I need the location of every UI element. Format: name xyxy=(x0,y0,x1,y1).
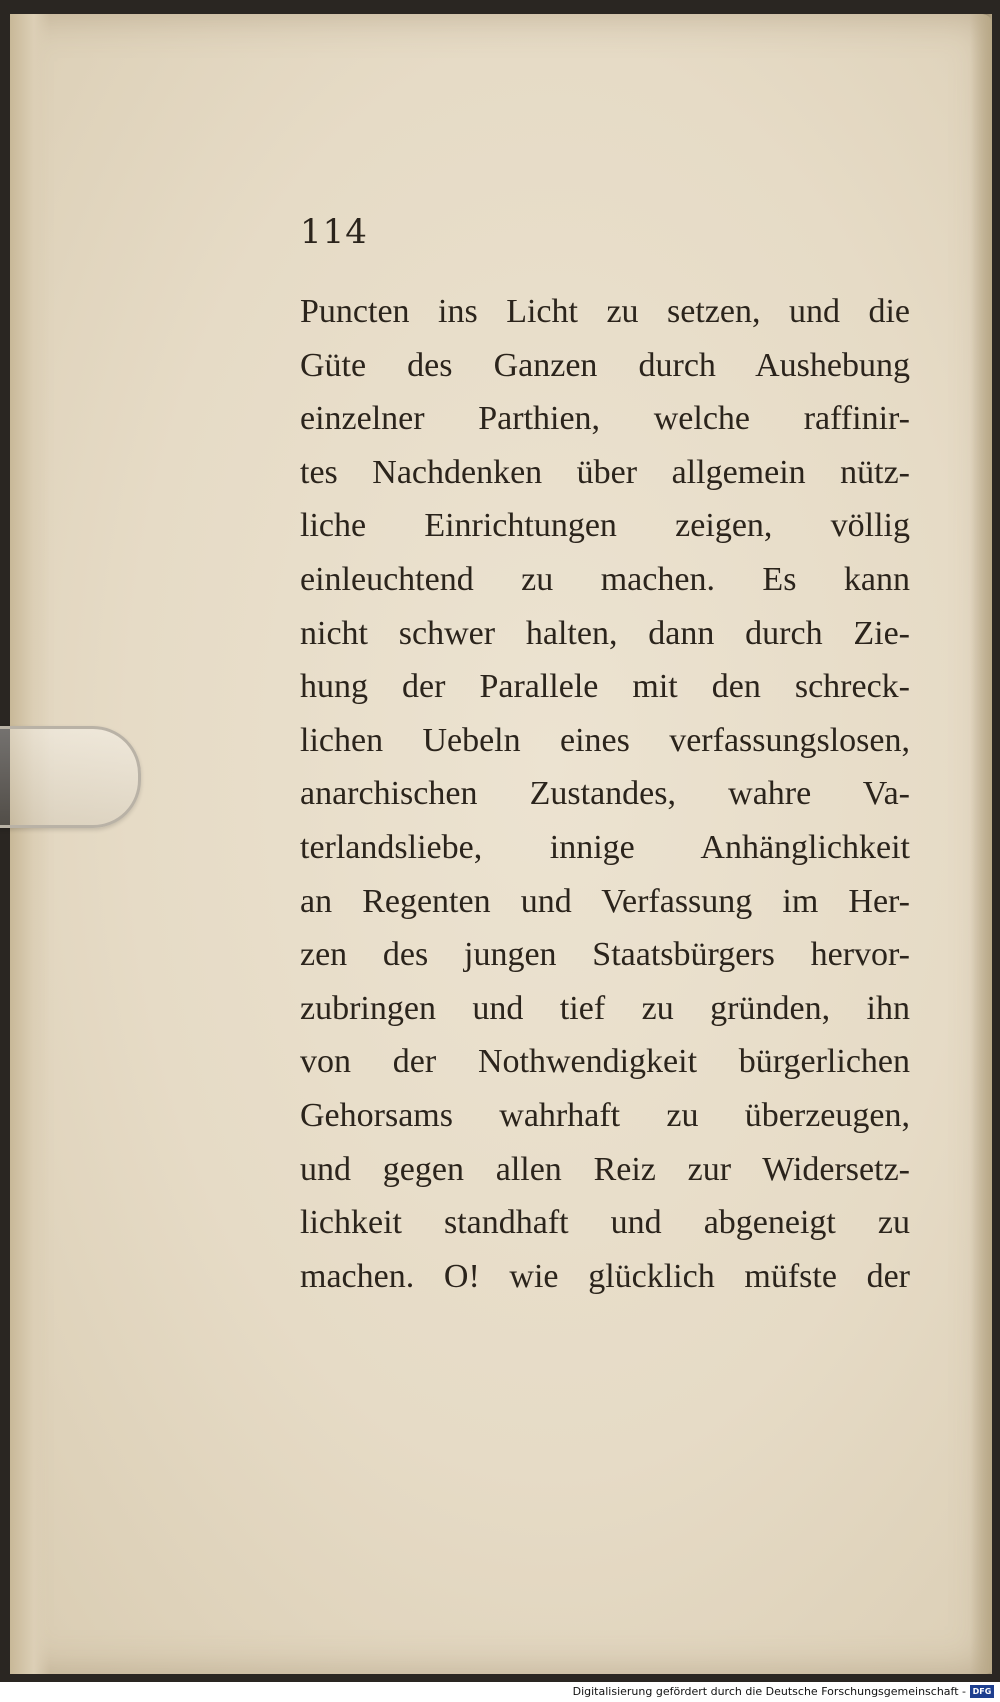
text-line: Puncten ins Licht zu setzen, und die xyxy=(300,293,910,330)
text-line: nicht schwer halten, dann durch Zie- xyxy=(300,614,910,652)
page-number: 114 xyxy=(300,212,368,252)
text-line: lichen Uebeln eines verfassungslosen, xyxy=(300,721,910,759)
funding-credit: Digitalisierung gefördert durch die Deutsche Forschungsgemeinschaft - xyxy=(572,1685,966,1698)
text-line: einleuchtend zu machen. Es kann xyxy=(300,560,910,598)
text-line: zen des jungen Staatsbürgers hervor- xyxy=(300,936,910,974)
text-line: tes Nachdenken über allgemein nütz- xyxy=(300,453,910,491)
text-line: machen. O! wie glücklich müfste der xyxy=(300,1257,910,1295)
page-edge xyxy=(970,14,992,1674)
text-line: an Regenten und Verfassung im Her- xyxy=(300,882,910,920)
digitization-footer xyxy=(0,1682,1000,1702)
text-line: anarchischen Zustandes, wahre Va- xyxy=(300,775,910,813)
text-line: terlandsliebe, innige Anhänglichkeit xyxy=(300,828,910,866)
text-line: hung der Parallele mit den schreck- xyxy=(300,668,910,706)
text-line: zubringen und tief zu gründen, ihn xyxy=(300,989,910,1027)
text-line: Gehorsams wahrhaft zu überzeugen, xyxy=(300,1096,910,1134)
text-line: und gegen allen Reiz zur Widersetz- xyxy=(300,1150,910,1188)
text-line: von der Nothwendigkeit bürgerlichen xyxy=(300,1043,910,1081)
dfg-logo-icon: DFG xyxy=(970,1685,994,1698)
text-line: einzelner Parthien, welche raffinir- xyxy=(300,400,910,438)
text-line: liche Einrichtungen zeigen, völlig xyxy=(300,507,910,545)
text-line: lichkeit standhaft und abgeneigt zu xyxy=(300,1204,910,1242)
body-text xyxy=(300,285,910,1303)
text-line: Güte des Ganzen durch Aushebung xyxy=(300,346,910,384)
paper-clip xyxy=(0,726,141,828)
book-gutter xyxy=(10,14,50,1674)
